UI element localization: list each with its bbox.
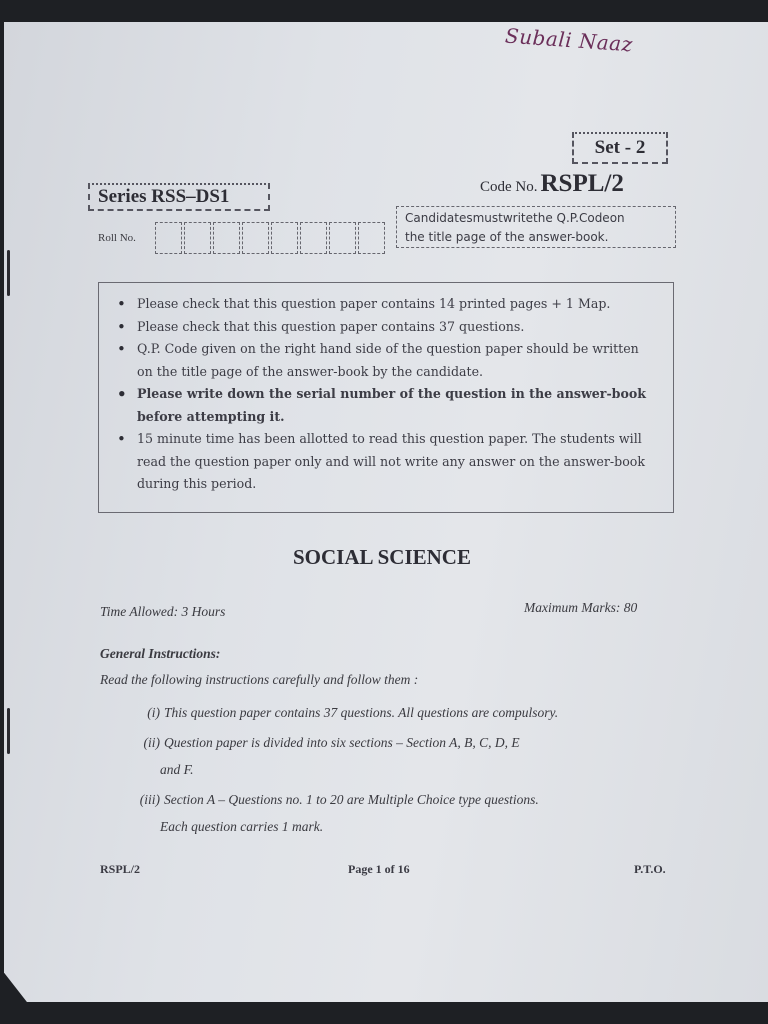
instruction-continuation: and F.	[160, 762, 194, 777]
roll-cell[interactable]	[271, 222, 298, 254]
roll-cell[interactable]	[242, 222, 269, 254]
notice-box	[98, 282, 674, 513]
footer-pto: P.T.O.	[634, 862, 666, 876]
candidate-note	[396, 206, 676, 248]
roll-cell[interactable]	[358, 222, 385, 254]
maximum-marks: Maximum Marks: 80	[524, 600, 638, 615]
punch-hole	[7, 708, 10, 754]
subject-title: SOCIAL SCIENCE	[293, 545, 471, 569]
footer-code: RSPL/2	[100, 862, 141, 876]
series-label: Series RSS–DS1	[88, 183, 270, 211]
notice-item: • 15 minute time has been allotted to read this question paper. The students will read the question paper only and will not write any answer on the answer-book during this period.	[113, 428, 657, 496]
notice-item: • Please write down the serial number of the question in the answer-book before attempting it.	[113, 383, 657, 428]
notice-item: • Q.P. Code given on the right hand side of the question paper should be written on the title page of the answer-book by the candidate.	[113, 338, 657, 383]
general-instructions-heading: General Instructions:	[100, 646, 221, 661]
read-instructions-line: Read the following instructions carefully and follow them :	[100, 672, 419, 687]
candidate-note-line: the title page of the answer-book.	[405, 230, 609, 244]
instruction-continuation: Each question carries 1 mark.	[160, 819, 324, 834]
instruction-item	[120, 699, 650, 726]
code-label: Code No.	[480, 179, 538, 195]
roll-cell[interactable]	[300, 222, 327, 254]
footer-page: Page 1 of 16	[348, 862, 410, 876]
instruction-text: This question paper contains 37 questions. All questions are compulsory.	[164, 705, 559, 720]
instruction-text: Question paper is divided into six sections – Section A, B, C, D, E	[164, 735, 520, 750]
notice-item: • Please check that this question paper contains 37 questions.	[113, 316, 657, 339]
roll-cell[interactable]	[213, 222, 240, 254]
roll-label: Roll No.	[98, 232, 136, 244]
instruction-item	[120, 786, 650, 840]
roll-cell[interactable]	[155, 222, 182, 254]
instruction-number: (iii)	[139, 792, 160, 807]
instruction-number: (i)	[147, 705, 160, 720]
instruction-item	[120, 729, 650, 783]
code-number	[480, 170, 624, 198]
set-label: Set - 2	[572, 132, 668, 164]
instruction-number: (ii)	[143, 735, 160, 750]
roll-cell[interactable]	[184, 222, 211, 254]
candidate-note-line: Candidatesmustwritethe Q.P.Codeon	[405, 211, 625, 225]
punch-hole	[7, 250, 10, 296]
notice-item: • Please check that this question paper contains 14 printed pages + 1 Map.	[113, 293, 657, 316]
time-allowed: Time Allowed: 3 Hours	[100, 604, 226, 619]
code-value: RSPL/2	[540, 170, 624, 197]
handwritten-signature: Subali Naaz	[504, 23, 634, 57]
roll-number-boxes[interactable]	[155, 222, 387, 254]
instruction-text: Section A – Questions no. 1 to 20 are Multiple Choice type questions.	[164, 792, 539, 807]
roll-cell[interactable]	[329, 222, 356, 254]
